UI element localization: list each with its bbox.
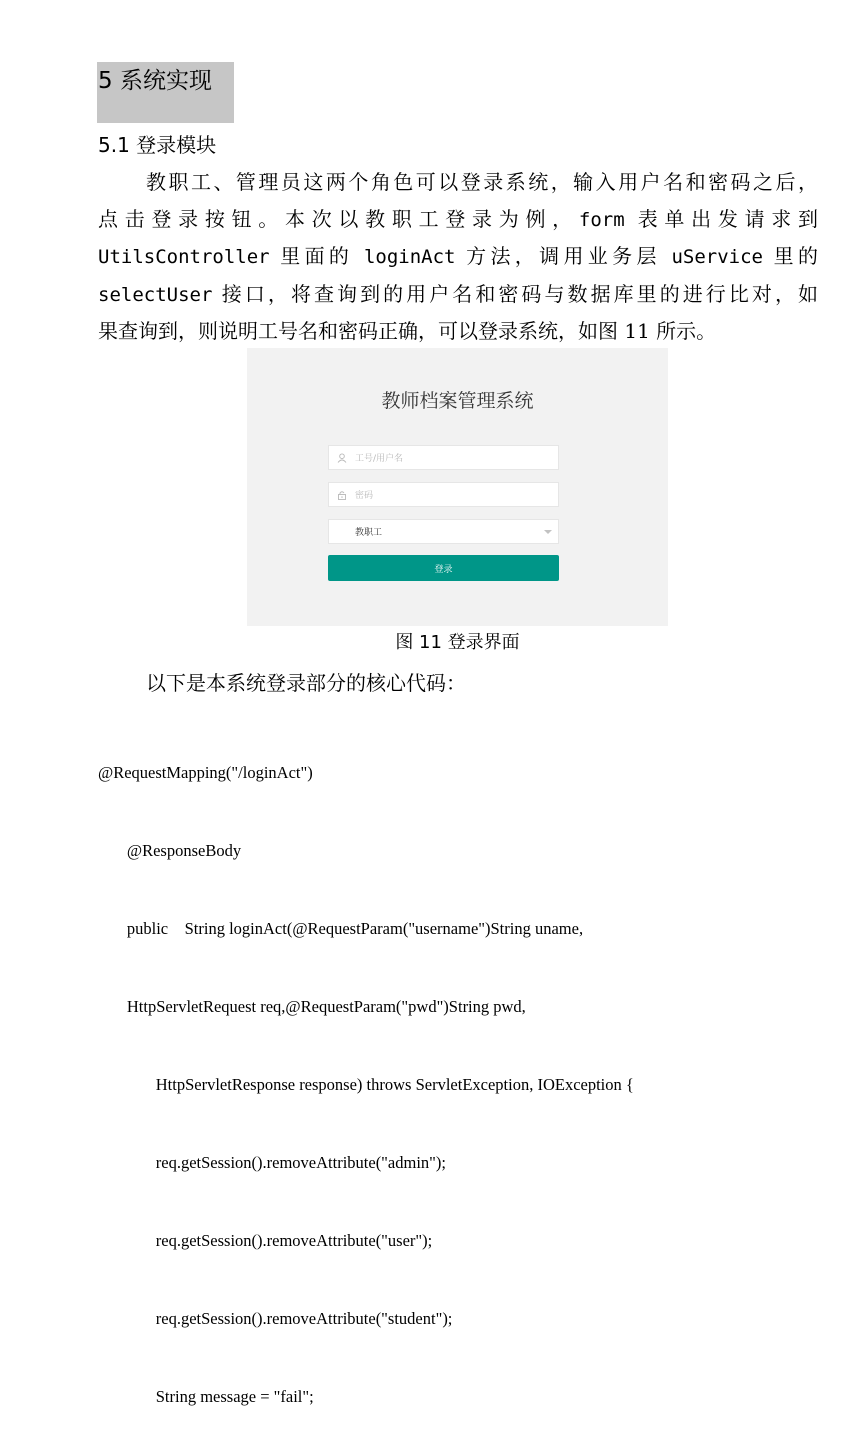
username-input[interactable] (328, 445, 559, 470)
code-term-uservice: uService (671, 246, 763, 268)
chapter-heading-text: 5 系统实现 (98, 68, 212, 94)
username-placeholder: 工号/用户名 (355, 454, 404, 464)
code-line: @ResponseBody (98, 841, 242, 860)
login-button[interactable] (328, 555, 559, 581)
lock-icon (337, 490, 347, 500)
chapter-heading (97, 62, 234, 123)
code-line: public String loginAct(@RequestParam("username")String uname, (98, 919, 584, 938)
user-icon (337, 453, 347, 463)
code-line: req.getSession().removeAttribute("user"); (98, 1231, 433, 1250)
login-screenshot-figure (247, 348, 668, 626)
code-term-form: form (578, 208, 625, 231)
code-line: req.getSession().removeAttribute("student"); (98, 1309, 453, 1328)
code-listing (98, 708, 634, 1436)
paragraph-line-5: 果查询到，则说明工号名和密码正确，可以登录系统，如图 11 所示。 (98, 319, 717, 343)
code-line: req.getSession().removeAttribute("admin"); (98, 1153, 446, 1172)
paragraph-line-3: UtilsController 里面的 loginAct 方法，调用业务层 uService 里的 (98, 244, 818, 268)
role-select[interactable] (328, 519, 559, 544)
code-line: @RequestMapping("/loginAct") (98, 763, 313, 782)
chevron-down-icon (544, 530, 552, 534)
code-line: String message = "fail"; (98, 1387, 314, 1406)
section-heading-text: 5.1 登录模块 (98, 133, 217, 157)
code-line: HttpServletResponse response) throws ServletException, IOException { (98, 1075, 634, 1094)
code-term-selectuser: selectUser (98, 283, 213, 306)
code-term-loginact: loginAct (363, 246, 456, 268)
code-term-utilscontroller: UtilsController (98, 246, 270, 268)
login-system-title: 教师档案管理系统 (381, 390, 534, 412)
figure-caption (0, 630, 851, 656)
login-button-label: 登录 (434, 564, 453, 575)
password-placeholder: 密码 (355, 491, 374, 501)
body-paragraph (98, 164, 818, 350)
figure-caption-text: 图 11 登录界面 (395, 632, 520, 653)
role-selected-value: 教职工 (355, 528, 383, 538)
code-intro-text: 以下是本系统登录部分的核心代码： (146, 671, 466, 695)
paragraph-line-2: 点击登录按钮。本次以教职工登录为例，form 表单出发请求到 (98, 206, 819, 231)
section-heading (98, 130, 216, 160)
paragraph-line-1: 教职工、管理员这两个角色可以登录系统，输入用户名和密码之后， (146, 170, 818, 194)
paragraph-line-4: selectUser 接口，将查询到的用户名和密码与数据库里的进行比对，如 (98, 281, 818, 306)
password-input[interactable] (328, 482, 559, 507)
code-line: HttpServletRequest req,@RequestParam("pwd")String pwd, (98, 997, 526, 1016)
